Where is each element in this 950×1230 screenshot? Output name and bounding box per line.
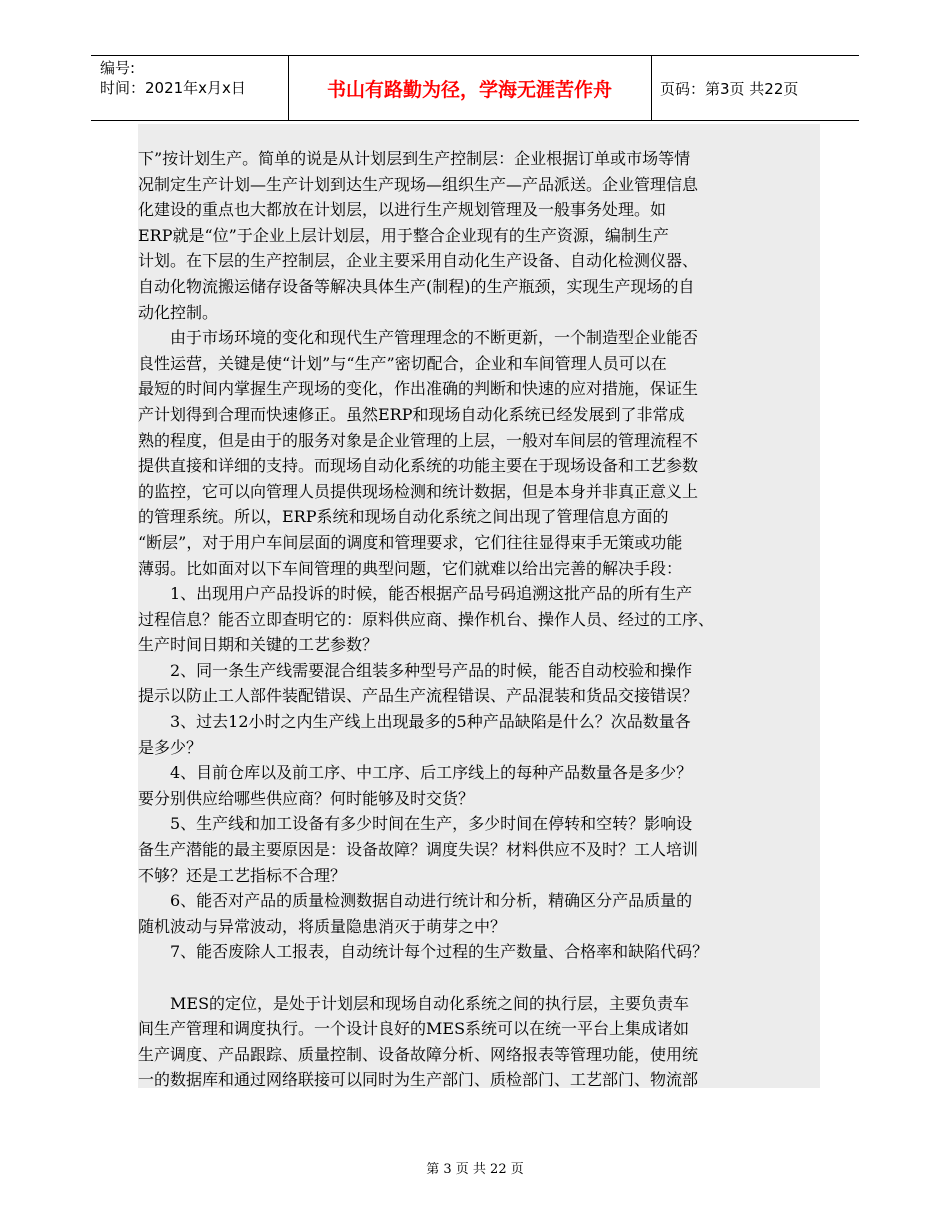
body-line: 是多少？ [138, 737, 203, 757]
body-line: 动化控制。 [138, 302, 219, 322]
header-bottom-rule [91, 120, 859, 121]
body-line: 提示以防止工人部件装配错误、产品生产流程错误、产品混装和货品交接错误？ [138, 686, 699, 706]
body-line: 况制定生产计划—生产计划到达生产现场—组织生产—产品派送。企业管理信息 [138, 174, 699, 194]
body-line: 薄弱。比如面对以下车间管理的典型问题，它们就难以给出完善的解决手段： [138, 558, 683, 578]
body-line: 1、出现用户产品投诉的时候，能否根据产品号码追溯这批产品的所有生产 [138, 584, 693, 604]
body-line: 下”按计划生产。简单的说是从计划层到生产控制层：企业根据订单或市场等情 [138, 149, 691, 168]
body-line: 计划。在下层的生产控制层，企业主要采用自动化生产设备、自动化检测仪器、 [138, 251, 699, 271]
body-line: 自动化物流搬运储存设备等解决具体生产(制程)的生产瓶颈，实现生产现场的自 [138, 276, 695, 296]
body-line: 6、能否对产品的质量检测数据自动进行统计和分析，精确区分产品质量的 [138, 891, 693, 911]
body-line: 间生产管理和调度执行。一个设计良好的MES系统可以在统一平台上集成诸如 [138, 1019, 690, 1039]
body-line: 过程信息？能否立即查明它的：原料供应商、操作机台、操作人员、经过的工序、 [138, 609, 715, 629]
body-line: 生产时间日期和关键的工艺参数？ [138, 635, 379, 655]
page-footer: 第 3 页 共 22 页 [426, 1162, 524, 1177]
body-line: 最短的时间内掌握生产现场的变化，作出准确的判断和快速的应对措施，保证生 [138, 379, 699, 399]
header-divider-right [651, 55, 652, 121]
body-line: 3、过去12小时之内生产线上出现最多的5种产品缺陷是什么？次品数量各 [138, 712, 691, 732]
body-line: 备生产潜能的最主要原因是：设备故障？调度失误？材料供应不及时？工人培训 [138, 840, 699, 860]
body-line: 5、生产线和加工设备有多少时间在生产，多少时间在停转和空转？影响设 [138, 814, 693, 834]
body-line: “断层”，对于用户车间层面的调度和管理要求，它们往往显得束手无策或功能 [138, 532, 683, 552]
body-line: 生产调度、产品跟踪、质量控制、设备故障分析、网络报表等管理功能，使用统 [138, 1044, 699, 1064]
body-line: 由于市场环境的变化和现代生产管理理念的不断更新，一个制造型企业能否 [138, 328, 699, 348]
document-time-label: 时间：2021年x月x日 [100, 79, 246, 97]
header-page-label: 页码：第3页 共22页 [660, 80, 799, 98]
body-line: 7、能否废除人工报表，自动统计每个过程的生产数量、合格率和缺陷代码？ [138, 942, 709, 962]
body-line: 一的数据库和通过网络联接可以同时为生产部门、质检部门、工艺部门、物流部 [138, 1070, 699, 1090]
body-line: 化建设的重点也大都放在计划层，以进行生产规划管理及一般事务处理。如 [138, 200, 667, 220]
body-text [138, 146, 820, 1093]
document-number-label: 编号: [100, 59, 136, 77]
paragraph-gap [138, 965, 820, 991]
body-line: 良性运营，关键是使“计划”与“生产”密切配合，企业和车间管理人员可以在 [138, 353, 667, 373]
body-line: MES的定位，是处于计划层和现场自动化系统之间的执行层，主要负责车 [138, 993, 690, 1013]
body-line: 产计划得到合理而快速修正。虽然ERP和现场自动化系统已经发展到了非常成 [138, 404, 685, 424]
body-line: 2、同一条生产线需要混合组装多种型号产品的时候，能否自动校验和操作 [138, 660, 693, 680]
body-line: ERP就是“位”于企业上层计划层，用于整合企业现有的生产资源，编制生产 [138, 225, 669, 245]
header-left-cell [100, 58, 246, 98]
header-top-rule [91, 55, 859, 56]
body-line: 熟的程度，但是由于的服务对象是企业管理的上层，一般对车间层的管理流程不 [138, 430, 699, 450]
body-line: 要分别供应给哪些供应商？何时能够及时交货？ [138, 788, 475, 808]
body-line: 不够？还是工艺指标不合理？ [138, 865, 347, 885]
body-line: 提供直接和详细的支持。而现场自动化系统的功能主要在于现场设备和工艺参数 [138, 456, 699, 476]
body-line: 的管理系统。所以，ERP系统和现场自动化系统之间出现了管理信息方面的 [138, 507, 669, 527]
body-line: 的监控，它可以向管理人员提供现场检测和统计数据，但是本身并非真正意义上 [138, 481, 699, 501]
body-line: 随机波动与异常波动，将质量隐患消灭于萌芽之中？ [138, 916, 507, 936]
header-motto: 书山有路勤为径，学海无涯苦作舟 [326, 79, 612, 101]
body-line: 4、目前仓库以及前工序、中工序、后工序线上的每种产品数量各是多少？ [138, 763, 693, 783]
